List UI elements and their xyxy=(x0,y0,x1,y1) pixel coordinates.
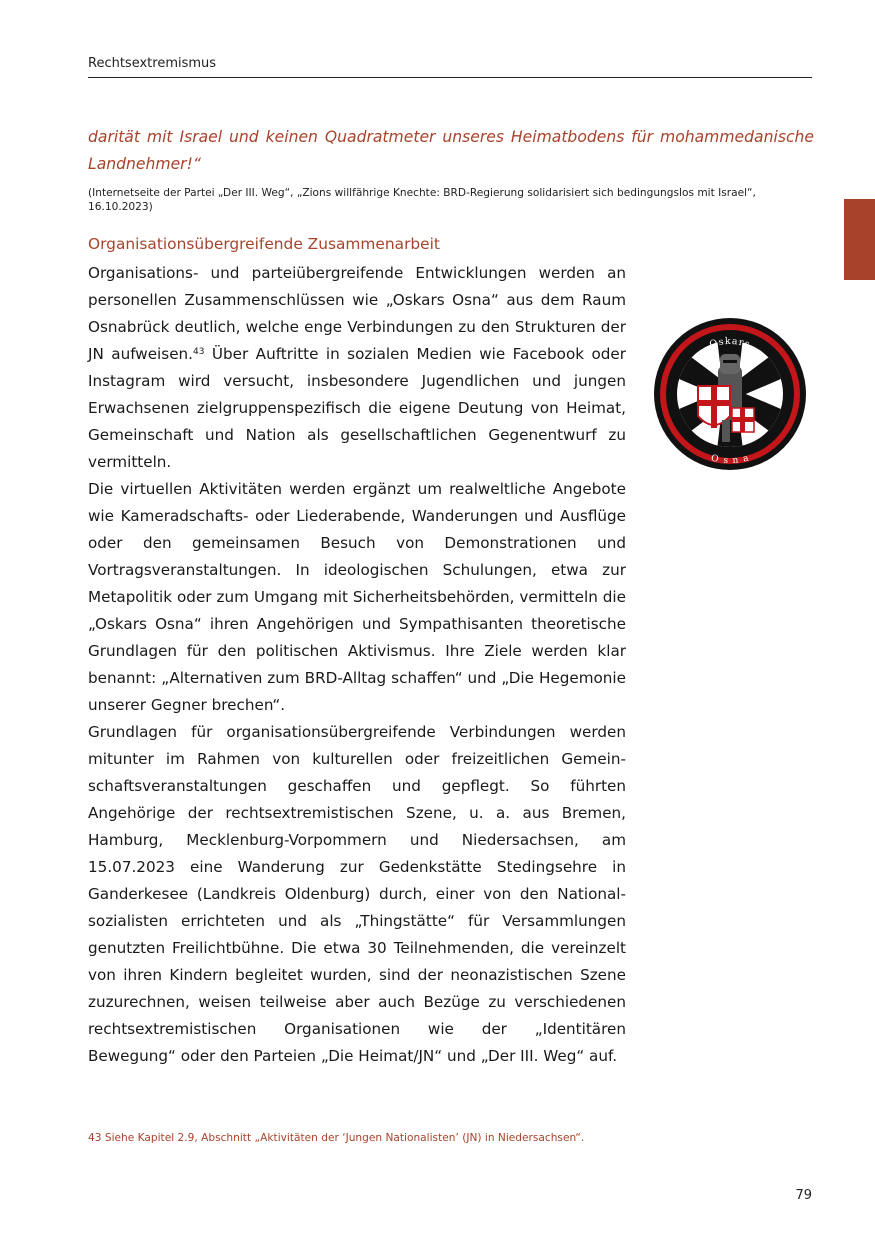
paragraph-2: Die virtuellen Aktivitäten werden ergänzt um realweltliche Angebote wie Kameradschafts- oder Liederabende, Wanderungen und Ausflüge oder den gemeinsamen Besuch von Demonstrationen und Vortragsveranstaltungen. In ideologischen Schulungen, etwa zur Metapolitik oder zum Umgang mit Sicherheitsbehörden, vermitteln die „Oskars Osna“ ihren Angehörigen und Sympathisanten theoretische Grundlagen für den politischen Aktivismus. Ihre Ziele werden klar benannt: „Alternativen zum BRD-Alltag schaffen“ und „Die Hegemonie unserer Gegner brechen“. xyxy=(88,480,626,714)
paragraph-1-part-2: Über Auftritte in sozialen Medien wie Facebook oder Instagram wird versucht, insbesondere Jugendlichen und jungen Erwachsenen zielgruppenspezifisch die eigene Deutung von Heimat, Gemeinschaft und Nation als gesellschaftlichen Gegenentwurf zu vermitteln. xyxy=(88,345,626,471)
quote-source: (Internetseite der Partei „Der III. Weg“, „Zions willfährige Knechte: BRD-Regierung solidarisiert sich bedingungslos mit Israel“, 16.10.2023) xyxy=(88,187,756,213)
footnote: 43 Siehe Kapitel 2.9, Abschnitt „Aktivitäten der ‘Jungen Nationalisten’ (JN) in Niedersachsen“. xyxy=(88,1132,585,1144)
body-text xyxy=(88,260,626,1070)
page-number: 79 xyxy=(795,1188,812,1203)
oskars-osna-logo xyxy=(652,316,808,472)
paragraph-1-part-1: Organisations- und parteiübergreifende Entwicklungen werden an personellen Zusammenschlüssen wie „Oskars Osna“ aus dem Raum Osnabrück deutlich, welche enge Verbindungen zu den Strukturen der JN aufweisen. xyxy=(88,264,626,363)
paragraph-1 xyxy=(88,260,626,476)
logo-bottom-text: Osna xyxy=(709,453,751,467)
paragraph-3: Grundlagen für organisationsübergreifende Verbindungen werden mitunter im Rahmen von kulturellen oder freizeitlichen Gemeinschaftsveranstaltungen geschaffen und gepflegt. So führten Angehörige der rechtsextremistischen Szene, u. a. aus Bremen, Hamburg, Mecklenburg-Vorpommern und Niedersachsen, am 15.07.2023 eine Wanderung zur Gedenkstätte Stedingsehre in Ganderkesee (Landkreis Oldenburg) durch, einer von den Nationalsozialisten errichteten und als „Thingstätte“ für Versammlungen genutzten Freilichtbühne. Die etwa 30 Teilnehmenden, die vereinzelt von ihren Kindern begleitet wurden, sind der neonazistischen Szene zuzurechnen, weisen teilweise aber auch Bezüge zu verschiedenen rechtsextremistischen Organisationen wie der „Identitären Bewegung“ oder den Parteien „Die Heimat/JN“ und „Der III. Weg“ auf. xyxy=(88,723,626,1065)
logo-top-text: Oskars xyxy=(708,335,752,351)
block-quote: darität mit Israel und keinen Quadratmeter unseres Heimatbodens für mohammedanische Landnehmer!“ xyxy=(88,128,814,173)
chapter-tab-marker xyxy=(844,199,875,280)
running-header: Rechtsextremismus xyxy=(88,56,812,78)
footnote-reference[interactable]: 43 xyxy=(193,347,205,357)
section-heading: Organisationsübergreifende Zusammenarbeit xyxy=(88,235,440,253)
